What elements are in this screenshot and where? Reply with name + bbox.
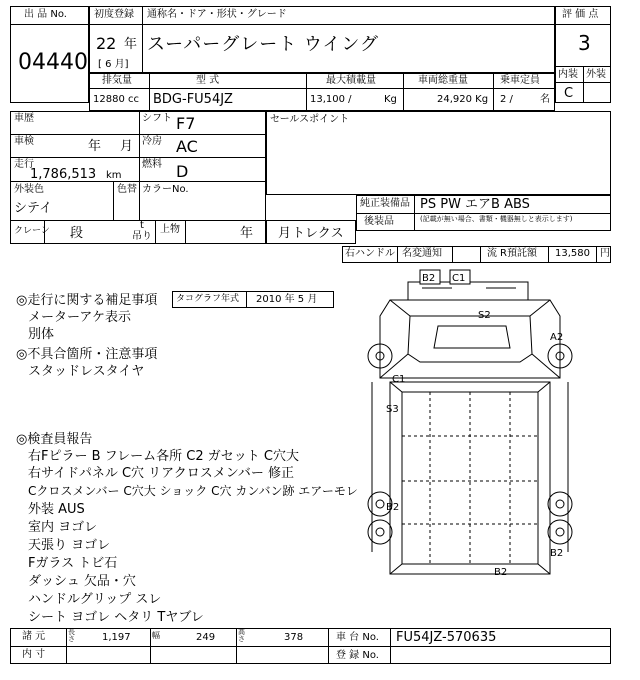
mark-c1-top: C1 — [452, 273, 466, 284]
supplement-line-2: 別体 — [28, 327, 55, 342]
aftermarket-label: 後装品 — [364, 216, 394, 227]
chassis-value: FU54JZ-570635 — [396, 630, 497, 645]
inspector-line-3: Cクロスメンバー C穴大 ショック C穴 カンバン跡 エアーモレ — [28, 484, 358, 498]
ac-label: 冷房 — [142, 136, 162, 147]
height-value: 378 — [284, 632, 304, 643]
height-label: 高さ — [238, 628, 245, 643]
inspector-title: ◎検査員報告 — [16, 432, 93, 447]
length-label: 長さ — [68, 628, 75, 643]
mark-c1-side: C1 — [392, 374, 406, 385]
fuel-value: D — [176, 162, 189, 181]
chassis-label: 車 台 No. — [336, 632, 379, 643]
color-label: 外装色 — [14, 184, 44, 195]
body-maker: トレクス — [292, 226, 344, 241]
equip-value: PS PW エアB ABS — [420, 197, 530, 212]
mark-a2: A2 — [550, 332, 564, 343]
displacement-label: 排気量 — [102, 75, 132, 86]
crane-t: t — [140, 220, 144, 231]
capacity-value: 2 / — [500, 94, 513, 105]
crane-stage: 段 — [70, 226, 84, 241]
mileage-unit: km — [106, 170, 122, 181]
color-no-label: カラーNo. — [142, 184, 189, 195]
capacity-label: 乗車定員 — [500, 75, 540, 86]
capacity-unit: 名 — [540, 94, 550, 105]
model-label: 型 式 — [196, 75, 220, 86]
inspector-line-4: 外装 AUS — [28, 502, 85, 517]
r-pre-value: 13,580 — [555, 248, 590, 259]
aftermarket-note: (記載が無い場合、書類・機器無しと表示します) — [420, 215, 573, 223]
max-load-unit: Kg — [384, 94, 397, 105]
ac-value: AC — [176, 137, 198, 156]
color-value: シテイ — [14, 201, 53, 216]
gvw-label: 車両総重量 — [418, 75, 468, 86]
interior-dims-label: 内 寸 — [22, 649, 46, 660]
mileage-label: 走行 — [14, 159, 34, 170]
crane-label: クレーン — [14, 226, 50, 236]
body-year: 年 — [240, 226, 254, 241]
inspector-line-7: Fガラス トビ石 — [28, 556, 118, 571]
width-value: 249 — [196, 632, 216, 643]
inspector-line-2: 右サイドパネル C穴 リアクロスメンバー 修正 — [28, 466, 295, 481]
interior-label: 内装 — [558, 69, 578, 80]
supplement-line-1: メーターアケ表示 — [28, 310, 131, 325]
inspector-line-9: ハンドルグリップ スレ — [28, 592, 162, 607]
eval-label: 評 価 点 — [562, 9, 599, 20]
mark-b2-left: B2 — [386, 502, 400, 513]
status-mid: 流 — [487, 248, 497, 259]
lot-label: 出 品 No. — [24, 9, 67, 20]
gvw-value: 24,920 Kg — [437, 94, 489, 105]
displacement-value: 12880 cc — [93, 94, 139, 105]
mark-s2: S2 — [478, 310, 491, 321]
r-pre-label: R預託額 — [500, 248, 537, 259]
inspection-month: 月 — [120, 139, 134, 154]
first-reg-label: 初度登録 — [94, 9, 134, 20]
car-name-label: 通称名・ドア・形状・グレード — [147, 9, 287, 20]
tacho-label: タコグラフ年式 — [176, 294, 240, 304]
dims-label: 諸 元 — [22, 631, 46, 642]
inspection-year: 年 — [88, 139, 102, 154]
first-reg-year: 22 — [96, 34, 117, 53]
inspector-line-10: シート ヨゴレ ヘタリ Tヤブレ — [28, 610, 204, 625]
car-name: スーパーグレート ウイング — [147, 34, 380, 55]
max-load-label: 最大積載量 — [326, 75, 376, 86]
mark-b2-top: B2 — [422, 273, 436, 284]
color-change-label: 色替 — [117, 184, 137, 195]
mark-s3: S3 — [386, 404, 399, 415]
mileage-value: 1,786,513 — [30, 167, 97, 182]
width-label: 幅 — [152, 631, 160, 640]
body-label: 上物 — [160, 224, 180, 235]
rhd-label: 右ハンドル — [345, 248, 395, 259]
interior-grade: C — [564, 86, 574, 101]
equip-label: 純正装備品 — [360, 198, 410, 209]
model-value: BDG-FU54JZ — [153, 92, 233, 107]
sales-point-label: セールスポイント — [270, 114, 350, 125]
history-label: 車歴 — [14, 113, 34, 124]
body-month: 月 — [278, 226, 292, 241]
max-load-value: 13,100 / — [310, 94, 352, 105]
inspection-label: 車検 — [14, 136, 34, 147]
inspector-line-5: 室内 ヨゴレ — [28, 520, 98, 535]
crane-hang: 吊り — [132, 231, 152, 242]
first-reg-month: [ 6 月] — [98, 59, 129, 70]
inspector-line-6: 天張り ヨゴレ — [28, 538, 111, 553]
shift-value: F7 — [176, 114, 196, 133]
truck-diagram — [360, 266, 600, 596]
mark-b2-rear: B2 — [494, 567, 508, 578]
supplement-title: ◎走行に関する補足事項 — [16, 293, 158, 308]
inspector-line-8: ダッシュ 欠品・穴 — [28, 574, 136, 589]
fuel-label: 燃料 — [142, 159, 162, 170]
year-unit: 年 — [124, 37, 138, 52]
r-pre-unit: 円 — [600, 248, 610, 259]
defect-line-1: スタッドレスタイヤ — [28, 364, 145, 379]
shift-label: シフト — [142, 113, 172, 124]
tacho-value: 2010 年 5 月 — [256, 294, 318, 305]
exterior-label: 外装 — [586, 69, 606, 80]
eval-score: 3 — [578, 31, 591, 55]
defect-title: ◎不具合箇所・注意事項 — [16, 347, 158, 362]
lot-number: 04440 — [18, 50, 88, 75]
inspector-line-1: 右Fピラー B フレーム各所 C2 ガセット C穴大 — [28, 449, 299, 464]
reg-label: 登 録 No. — [336, 650, 379, 661]
mark-b2-right: B2 — [550, 548, 564, 559]
name-change-label: 名変通知 — [402, 248, 442, 259]
length-value: 1,197 — [102, 632, 131, 643]
